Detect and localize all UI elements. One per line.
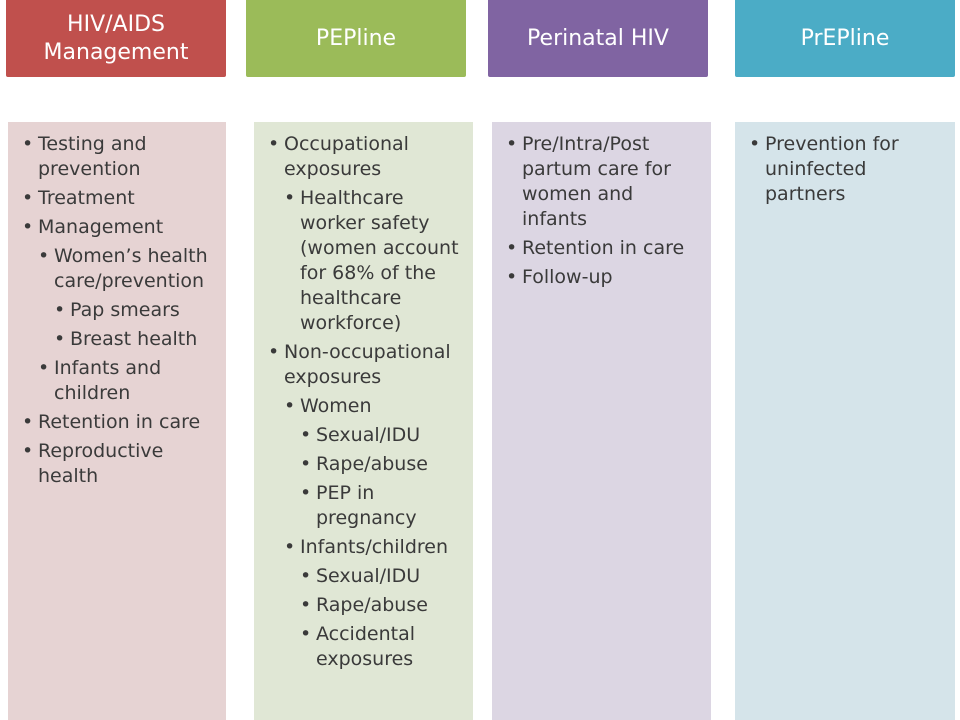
header-hiv-aids-management — [6, 0, 226, 77]
list-item — [22, 186, 218, 211]
header-perinatal-hiv — [488, 0, 708, 77]
list-item — [506, 132, 703, 232]
list-item-text: Accidental exposures — [316, 623, 415, 670]
list-item — [284, 186, 465, 336]
list-item — [268, 340, 465, 672]
header-pepline — [246, 0, 466, 77]
list-item — [300, 423, 465, 448]
list-item-text: Follow-up — [522, 266, 613, 288]
column-body-pepline — [254, 122, 473, 720]
header-title: Perinatal HIV — [527, 25, 669, 51]
list-item-text: Healthcare worker safety (women account for 68% of the healthcare workforce) — [300, 187, 459, 334]
column-body-hiv-aids-management — [8, 122, 226, 720]
bullet-list — [300, 564, 465, 672]
list-item-text: Reproductive health — [38, 440, 164, 487]
list-item — [300, 452, 465, 477]
list-item — [300, 622, 465, 672]
list-item — [22, 410, 218, 435]
bullet-list — [300, 423, 465, 531]
list-item-text: Pap smears — [70, 299, 180, 321]
header-title: PrEPline — [800, 25, 890, 51]
list-item — [54, 327, 218, 352]
list-item — [300, 564, 465, 589]
list-item-text: Occupational exposures — [284, 133, 409, 180]
list-item-text: Women — [300, 395, 372, 417]
column-body-perinatal-hiv — [492, 122, 711, 720]
list-item — [300, 593, 465, 618]
list-item-text: Pre/Intra/Post partum care for women and infants — [522, 133, 671, 230]
list-item — [22, 439, 218, 489]
list-item — [38, 356, 218, 406]
list-item-text: Women’s health care/prevention — [54, 245, 208, 292]
list-item — [284, 394, 465, 531]
bullet-list — [506, 132, 703, 290]
list-item-text: Rape/abuse — [316, 594, 428, 616]
list-item — [506, 265, 703, 290]
list-item — [38, 244, 218, 352]
bullet-list — [38, 244, 218, 406]
list-item — [749, 132, 947, 207]
list-item-text: Non-occupational exposures — [284, 341, 451, 388]
list-item — [22, 215, 218, 406]
list-item-text: Sexual/IDU — [316, 424, 421, 446]
list-item-text: Infants and children — [54, 357, 162, 404]
list-item-text: Management — [38, 216, 164, 238]
bullet-list — [268, 132, 465, 672]
bullet-list — [749, 132, 947, 207]
list-item — [268, 132, 465, 336]
list-item-text: Sexual/IDU — [316, 565, 421, 587]
list-item-text: PEP in pregnancy — [316, 482, 417, 529]
list-item-text: Treatment — [38, 187, 135, 209]
bullet-list — [284, 394, 465, 672]
bullet-list — [22, 132, 218, 489]
header-prepline — [735, 0, 955, 77]
list-item — [22, 132, 218, 182]
column-body-prepline — [735, 122, 955, 720]
list-item-text: Prevention for uninfected partners — [765, 133, 899, 205]
bullet-list — [284, 186, 465, 336]
list-item-text: Testing and prevention — [38, 133, 147, 180]
list-item — [300, 481, 465, 531]
list-item-text: Retention in care — [522, 237, 685, 259]
header-title: HIV/AIDS Management — [43, 11, 189, 65]
list-item-text: Infants/children — [300, 536, 449, 558]
list-item-text: Rape/abuse — [316, 453, 428, 475]
header-title: PEPline — [315, 25, 397, 51]
list-item — [506, 236, 703, 261]
list-item-text: Retention in care — [38, 411, 201, 433]
list-item — [284, 535, 465, 672]
list-item-text: Breast health — [70, 328, 198, 350]
bullet-list — [54, 298, 218, 352]
list-item — [54, 298, 218, 323]
